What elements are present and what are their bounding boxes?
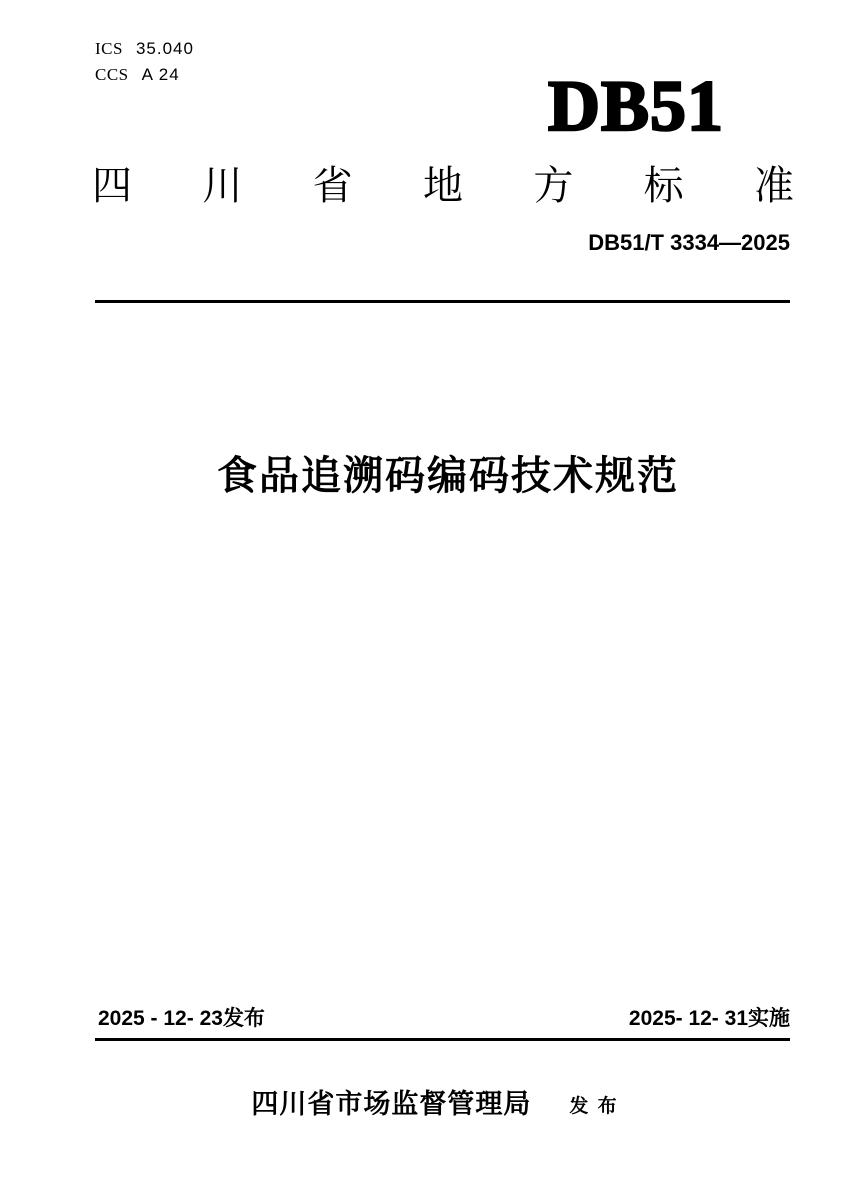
document-title: 食品追溯码编码技术规范	[217, 454, 679, 498]
ics-row	[95, 36, 194, 62]
standard-name	[92, 163, 794, 209]
publish-label: 发 布	[569, 1096, 619, 1117]
top-rule	[95, 300, 790, 303]
issue-date: 2025 - 12- 23	[98, 1007, 223, 1030]
implement-date: 2025- 12- 31	[628, 1007, 748, 1030]
issue-label: 发布	[222, 1007, 265, 1030]
ccs-row	[95, 62, 194, 88]
ccs-label: CCS	[95, 65, 129, 84]
standard-name-char: 地	[422, 164, 463, 208]
ics-label: ICS	[95, 39, 123, 58]
standard-name-char: 准	[753, 164, 794, 208]
standard-name-char: 标	[643, 164, 684, 208]
ics-value: 35.040	[135, 39, 194, 58]
standard-name-char: 省	[312, 164, 353, 208]
implement-label: 实施	[748, 1007, 790, 1030]
issue-date-group	[98, 1005, 265, 1033]
standard-name-char: 四	[92, 164, 132, 208]
publisher-name: 四川省市场监督管理局	[251, 1089, 532, 1119]
standard-name-char: 川	[202, 164, 243, 208]
classification-block	[95, 36, 194, 88]
ccs-value: A 24	[141, 65, 180, 84]
implement-date-group	[629, 1005, 790, 1033]
bottom-rule	[95, 1038, 790, 1041]
standard-number: DB51/T 3334—2025	[588, 230, 790, 255]
dates-row	[98, 1005, 790, 1033]
standard-name-char: 方	[533, 164, 574, 208]
db51-logotype: DB51	[547, 66, 724, 146]
publisher-row	[0, 1086, 850, 1122]
